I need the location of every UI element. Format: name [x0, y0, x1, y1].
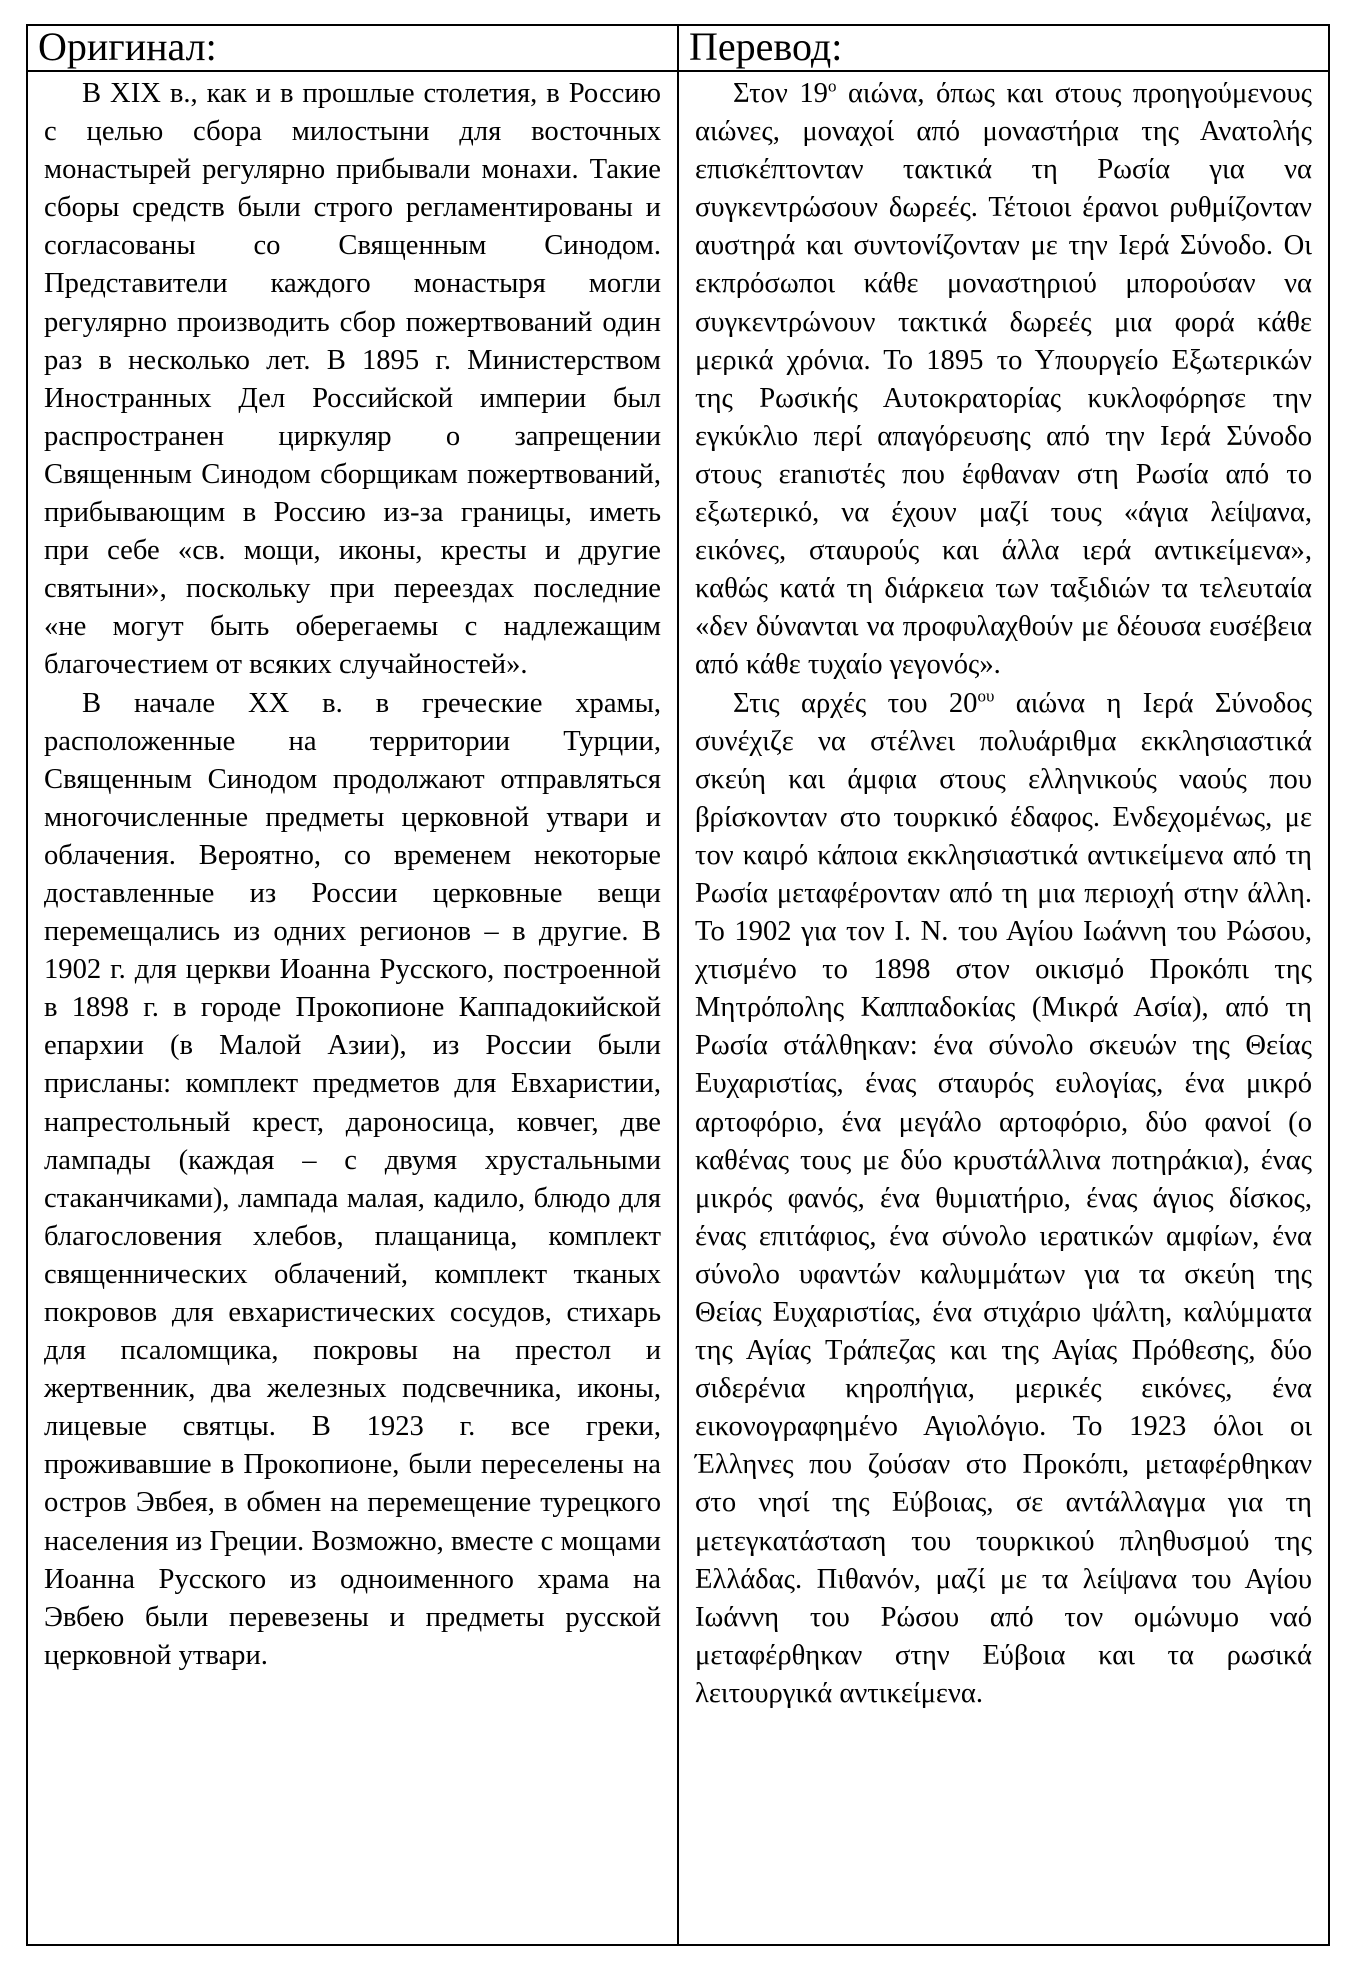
header-row [27, 25, 1329, 71]
translation-greek-cell [678, 71, 1329, 1945]
ordinal-superscript: ο [827, 76, 837, 96]
translation-paragraph-2-start: Στις αρχές του 20 [733, 687, 978, 719]
original-paragraph-1: В XIX в., как и в прошлые столетия, в Россию с целью сбора милостыни для восточных монастырей регулярно прибывали монахи. Такие сборы средств были строго регламентированы и согласованы со Священным Синодом. Представители каждого монастыря могли регулярно производить сбор пожертвований один раз в несколько лет. В 1895 г. Министерством Иностранных Дел Российской империи был распространен циркуляр о запрещении Священным Синодом сборщикам пожертвований, прибывающим в Россию из-за границы, иметь при себе «св. мощи, иконы, кресты и другие святыни», поскольку при переездах последние «не могут быть оберегаемы с надлежащим благочестием от всяких случайностей». [44, 78, 661, 681]
ordinal-superscript: ου [977, 685, 995, 705]
translation-paragraph-2 [695, 685, 1312, 1714]
original-column-header: Оригинал: [27, 25, 678, 71]
bilingual-table [26, 24, 1330, 1946]
original-russian-cell [27, 71, 678, 1945]
content-row [27, 71, 1329, 1945]
translation-paragraph-1-start: Στον 19 [733, 78, 828, 109]
translation-paragraph-1-rest: αιώνα, όπως και στους προηγούμενους αιώνες, μοναχοί από μοναστήρια της Ανατολής επισκέπτονταν τακτικά τη Ρωσία για να συγκεντρώσουν δωρεές. Τέτοιοι έρανοι ρυθμίζονταν αυστηρά και συντονίζονταν με την Ιερά Σύνοδο. Οι εκπρόσωποι κάθε μοναστηριού μπορούσαν να συγκεντρώνουν τακτικά δωρεές μια φορά κάθε μερικά χρόνια. Το 1895 το Υπουργείο Εξωτερικών της Ρωσικής Αυτοκρατορίας κυκλοφόρησε την εγκύκλιο περί απαγόρευσης από την Ιερά Σύνοδο στους εranιστές που έφθαναν στη Ρωσία από το εξωτερικό, να έχουν μαζί τους «άγια λείψανα, εικόνες, σταυρούς και άλλα ιερά αντικείμενα», καθώς κατά τη διάρκεια των ταξιδιών τα τελευταία «δεν δύνανται να προφυλαχθούν με δέουσα ευσέβεια από κάθε τυχαίο γεγονός». [695, 78, 1312, 681]
translation-column-header: Перевод: [678, 25, 1329, 71]
translation-paragraph-2-rest: αιώνα η Ιερά Σύνοδος συνέχιζε να στέλνει πολυάριθμα εκκλησιαστικά σκεύη και άμφια στους ελληνικούς ναούς που βρίσκονταν στο τουρκικό έδαφος. Ενδεχομένως, με τον καιρό κάποια εκκλησιαστικά αντικείμενα από τη Ρωσία μεταφέρονταν από τη μια περιοχή στην άλλη. Το 1902 για τον Ι. Ν. του Αγίου Ιωάννη του Ρώσου, χτισμένο το 1898 στον οικισμό Προκόπι της Μητρόπολης Καππαδοκίας (Μικρά Ασία), από τη Ρωσία στάλθηκαν: ένα σύνολο σκευών της Θείας Ευχαριστίας, ένας σταυρός ευλογίας, ένα μικρό αρτοφόριο, ένα μεγάλο αρτοφόριο, δύο φανοί (ο καθένας τους με δύο κρυστάλλινα ποτηράκια), ένας μικρός φανός, ένα θυμιατήριο, ένας άγιος δίσκος, ένας επιτάφιος, ένα σύνολο ιερατικών αμφίων, ένα σύνολο υφαντών καλυμμάτων για τα σκεύη της Θείας Ευχαριστίας, ένα στιχάριο ψάλτη, καλύμματα της Αγίας Τράπεζας και της Αγίας Πρόθεσης, δύο σιδερένια κηροπήγια, μερικές εικόνες, ένα εικονογραφημένο Αγιολόγιο. Το 1923 όλοι οι Έλληνες που ζούσαν στο Προκόπι, μεταφέρθηκαν στο νησί της Εύβοιας, σε αντάλλαγμα για τη μετεγκατάσταση του τουρκικού πληθυσμού της Ελλάδας. Πιθανόν, μαζί με τα λείψανα του Αγίου Ιωάννη του Ρώσου από τον ομώνυμο ναό μεταφέρθηκαν στην Εύβοια και τα ρωσικά λειτουργικά αντικείμενα. [695, 687, 1312, 1709]
translation-paragraph-1 [695, 75, 1312, 685]
original-paragraph-2: В начале XX в. в греческие храмы, расположенные на территории Турции, Священным Синодом продолжают отправляться многочисленные предметы церковной утвари и облачения. Вероятно, со временем некоторые доставленные из России церковные вещи перемещались из одних регионов – в другие. В 1902 г. для церкви Иоанна Русского, построенной в 1898 г. в городе Прокопионе Каппадокийской епархии (в Малой Азии), из России были присланы: комплект предметов для Евхаристии, напрестольный крест, дароносица, ковчег, две лампады (каждая – с двумя хрустальными стаканчиками), лампада малая, кадило, блюдо для благословения хлебов, плащаница, комплект священнических облачений, комплект тканых покровов для евхаристических сосудов, стихарь для псаломщика, покровы на престол и жертвенник, два железных подсвечника, иконы, лицевые святцы. В 1923 г. все греки, проживавшие в Прокопионе, были переселены на остров Эвбея, в обмен на перемещение турецкого населения из Греции. Возможно, вместе с мощами Иоанна Русского из одноименного храма на Эвбею были перевезены и предметы русской церковной утвари. [44, 687, 661, 1671]
